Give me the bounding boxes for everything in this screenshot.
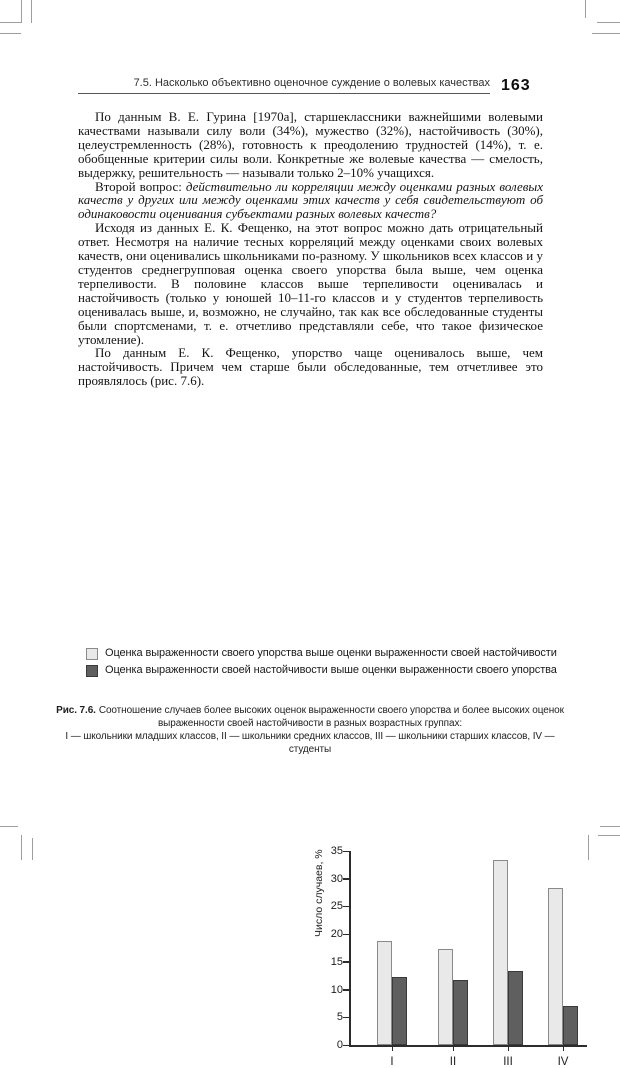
- y-tick-mark: [343, 878, 349, 880]
- y-tick-mark: [343, 961, 349, 963]
- y-tick-label: 35: [330, 845, 343, 857]
- y-tick-mark: [343, 989, 349, 991]
- bar-light-III: [493, 860, 508, 1045]
- chart-legend: [86, 647, 557, 681]
- legend-row: [86, 664, 557, 677]
- bar-light-IV: [548, 888, 563, 1045]
- legend-label: Оценка выраженности своей настойчивости выше оценки выраженности своего упорства: [105, 664, 557, 676]
- bar-light-I: [377, 941, 392, 1045]
- crop-mark: [597, 22, 620, 23]
- y-tick-label: 15: [330, 955, 343, 968]
- crop-mark: [600, 826, 620, 827]
- legend-swatch: [86, 665, 98, 677]
- x-tick-label: III: [503, 1056, 513, 1068]
- crop-mark: [592, 33, 620, 34]
- paragraph-2-lead: Второй вопрос:: [95, 178, 186, 194]
- bar-dark-IV: [563, 1006, 578, 1045]
- x-tick-label: II: [449, 1056, 457, 1068]
- y-tick-mark: [343, 1017, 349, 1019]
- crop-mark: [598, 835, 620, 836]
- y-tick-label: 20: [330, 928, 343, 941]
- crop-mark: [31, 0, 32, 23]
- figure-caption: [56, 704, 564, 756]
- crop-mark: [588, 835, 589, 860]
- figure-caption-text: Соотношение случаев более высоких оценок выраженности своего упорства и более высоких оценок выраженности своей настойчивости в разных возрастных группах:: [98, 705, 564, 729]
- bar-dark-III: [508, 971, 523, 1045]
- body-text: [78, 110, 543, 388]
- y-tick-label: 25: [330, 900, 343, 913]
- x-tick-mark: [563, 1047, 564, 1051]
- crop-mark: [32, 838, 33, 860]
- paragraph-2-question: действительно ли корреляции между оценками разных волевых качеств у других или между оценками этих качеств у себя свидетельствуют об одинаковости оценивания субъектами разных волевых качеств?: [78, 178, 543, 222]
- bar-dark-I: [392, 977, 407, 1045]
- figure-caption-main: [56, 704, 564, 730]
- bar-light-II: [438, 949, 453, 1045]
- paragraph-3: Исходя из данных Е. К. Фещенко, на этот вопрос можно дать отрицательный ответ. Несмотря на наличие тесных корреляций между оценками своих волевых качеств, они оценивались школьниками по-разному. У школьников всех классов и у студентов среднегрупповая оценка своего упорства была выше, чем оценка терпеливости. В половине классов выше терпеливости оценивалась и настойчивость (только у юношей 10–11-го классов и у студентов терпеливость оценивалась выше, и, возможно, не случайно, так как все обследованные студенты были спортсменами, т. е. отчетливо представляли себе, что такое физическое утомление).: [78, 220, 543, 347]
- x-tick-mark: [453, 1047, 454, 1051]
- chart-plot: [330, 845, 587, 1068]
- crop-mark: [0, 826, 18, 827]
- y-tick-mark: [343, 851, 349, 853]
- y-tick-label: 0: [336, 1039, 343, 1051]
- crop-mark: [21, 0, 22, 23]
- running-header-rule: [78, 77, 490, 94]
- y-tick-label: 10: [330, 983, 343, 996]
- paragraph-2: [78, 180, 543, 222]
- x-tick-mark: [508, 1047, 509, 1051]
- y-tick-label: 5: [336, 1011, 343, 1024]
- y-tick-label: 30: [330, 872, 343, 885]
- y-tick-mark: [343, 934, 349, 936]
- crop-mark: [0, 33, 21, 34]
- crop-mark: [0, 22, 22, 23]
- crop-mark: [585, 0, 586, 18]
- bar-dark-II: [453, 980, 468, 1045]
- y-tick-mark: [343, 1045, 349, 1047]
- x-tick-mark: [392, 1047, 393, 1051]
- chapter-title: 7.5. Насколько объективно оценочное суждение о волевых качествах: [133, 77, 490, 89]
- running-header: [78, 77, 543, 94]
- y-tick-mark: [343, 906, 349, 908]
- x-tick-label: I: [390, 1056, 394, 1068]
- figure-caption-groups: I — школьники младших классов, II — школьники средних классов, III — школьники старших классов, IV — студенты: [65, 731, 555, 755]
- legend-swatch: [86, 648, 98, 660]
- legend-label: Оценка выраженности своего упорства выше оценки выраженности своей настойчивости: [105, 647, 557, 659]
- paragraph-1: По данным В. Е. Гурина [1970а], старшеклассники важнейшими волевыми качествами называли силу воли (34%), мужество (32%), настойчивость (30%), целеустремленность (28%), готовность к преодолению трудностей (14%), т. е. обобщенные критерии силы воли. Конкретные же волевые качества — смелость, выдержку, решительность — называли только 2–10% учащихся.: [78, 109, 543, 180]
- y-axis-title: Число случаев, %: [313, 849, 325, 937]
- crop-mark: [21, 835, 22, 860]
- legend-row: [86, 647, 557, 660]
- paragraph-4: По данным Е. К. Фещенко, упорство чаще оценивалось выше, чем настойчивость. Причем чем старше были обследованные, тем отчетливее это проявлялось (рис. 7.6).: [78, 345, 543, 389]
- page-number: 163: [501, 77, 531, 94]
- x-tick-label: IV: [557, 1056, 569, 1068]
- figure-caption-number: Рис. 7.6.: [56, 705, 96, 716]
